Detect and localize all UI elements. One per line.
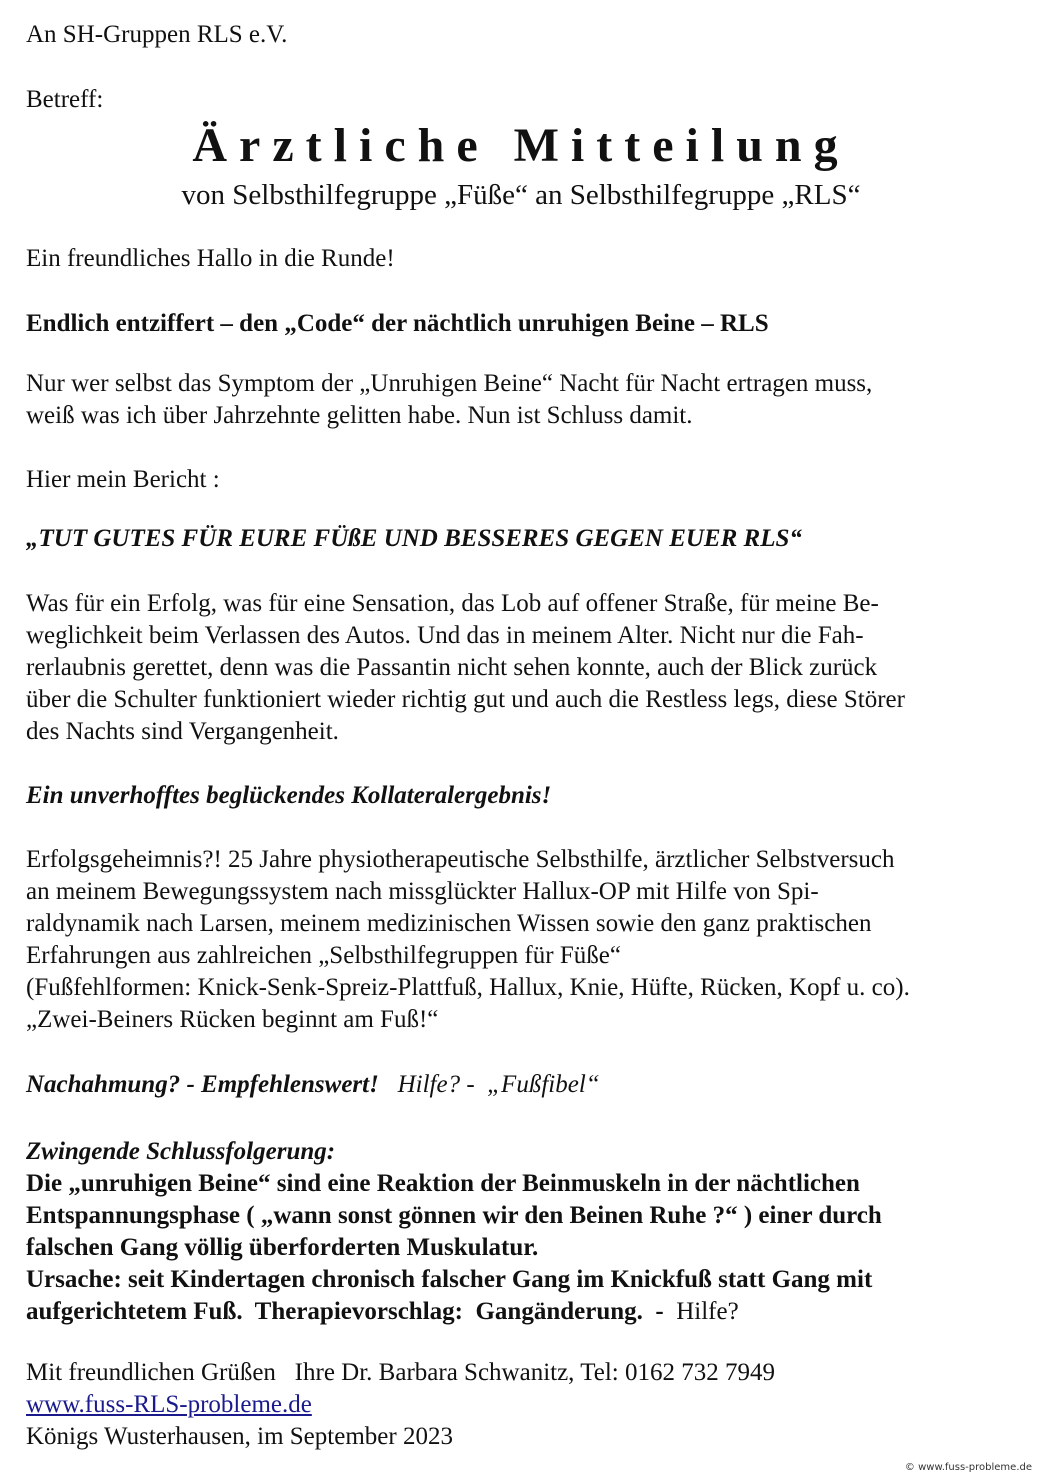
- conclusion-last-regular: Hilfe?: [663, 1298, 739, 1325]
- report-line: Was für ein Erfolg, was für eine Sensation, das Lob auf offener Straße, für meine Be-: [26, 590, 879, 617]
- recipient: An SH-Gruppen RLS e.V.: [26, 21, 288, 48]
- secret-line: an meinem Bewegungssystem nach missglückter Hallux-OP mit Hilfe von Spi-: [26, 878, 819, 905]
- conclusion-last-bold: aufgerichtetem Fuß. Therapievorschlag: Gangänderung. -: [26, 1298, 664, 1325]
- intro-line: Nur wer selbst das Symptom der „Unruhigen Beine“ Nacht für Nacht ertragen muss,: [26, 370, 873, 397]
- slogan: „TUT GUTES FÜR EURE FÜßE UND BESSERES GEGEN EUER RLS“: [26, 525, 802, 552]
- copyright-watermark: © www.fuss-probleme.de: [904, 1462, 1032, 1473]
- report-label: Hier mein Bericht :: [26, 466, 220, 493]
- recommendation-italic: Hilfe? - „Fußfibel“: [378, 1071, 600, 1098]
- side-result: Ein unverhofftes beglückendes Kollateralergebnis!: [26, 782, 552, 809]
- secret-line: Erfahrungen aus zahlreichen „Selbsthilfegruppen für Füße“: [26, 942, 621, 969]
- report-line: weglichkeit beim Verlassen des Autos. Und das in meinem Alter. Nicht nur die Fah-: [26, 622, 864, 649]
- secret-line: „Zwei-Beiners Rücken beginnt am Fuß!“: [26, 1006, 439, 1033]
- headline: Endlich entziffert – den „Code“ der nächtlich unruhigen Beine – RLS: [26, 310, 769, 337]
- conclusion-line: Die „unruhigen Beine“ sind eine Reaktion der Beinmuskeln in der nächtlichen: [26, 1170, 860, 1197]
- secret-line: (Fußfehlformen: Knick-Senk-Spreiz-Plattfuß, Hallux, Knie, Hüfte, Rücken, Kopf u. co).: [26, 974, 910, 1001]
- intro-line: weiß was ich über Jahrzehnte gelitten habe. Nun ist Schluss damit.: [26, 402, 693, 429]
- subtitle: von Selbsthilfegruppe „Füße“ an Selbsthilfegruppe „RLS“: [181, 179, 861, 211]
- recommendation-bold: Nachahmung? - Empfehlenswert!: [26, 1071, 379, 1098]
- website-line: [26, 1389, 312, 1421]
- conclusion-line: Ursache: seit Kindertagen chronisch falscher Gang im Knickfuß statt Gang mit: [26, 1266, 873, 1293]
- page-title: Ärztliche Mitteilung: [192, 119, 850, 172]
- conclusion-last-line: [26, 1296, 739, 1328]
- place-date: Königs Wusterhausen, im September 2023: [26, 1423, 453, 1450]
- report-line: rerlaubnis gerettet, denn was die Passantin nicht sehen konnte, auch der Blick zurück: [26, 654, 878, 681]
- secret-line: Erfolgsgeheimnis?! 25 Jahre physiotherapeutische Selbsthilfe, ärztlicher Selbstversuch: [26, 846, 895, 873]
- conclusion-line: Entspannungsphase ( „wann sonst gönnen wir den Beinen Ruhe ?“ ) einer durch: [26, 1202, 882, 1229]
- report-line: über die Schulter funktioniert wieder richtig gut und auch die Restless legs, diese Störer: [26, 686, 905, 713]
- conclusion-line: falschen Gang völlig überforderten Muskulatur.: [26, 1234, 539, 1261]
- conclusion-label: Zwingende Schlussfolgerung:: [26, 1138, 336, 1165]
- signature: Mit freundlichen Grüßen Ihre Dr. Barbara Schwanitz, Tel: 0162 732 7949: [26, 1359, 775, 1386]
- greeting: Ein freundliches Hallo in die Runde!: [26, 245, 395, 272]
- report-line: des Nachts sind Vergangenheit.: [26, 718, 339, 745]
- website-link[interactable]: www.fuss-RLS-probleme.de: [26, 1391, 312, 1418]
- recommendation: [26, 1069, 600, 1101]
- subject-label: Betreff:: [26, 86, 104, 113]
- secret-line: raldynamik nach Larsen, meinem medizinischen Wissen sowie den ganz praktischen: [26, 910, 872, 937]
